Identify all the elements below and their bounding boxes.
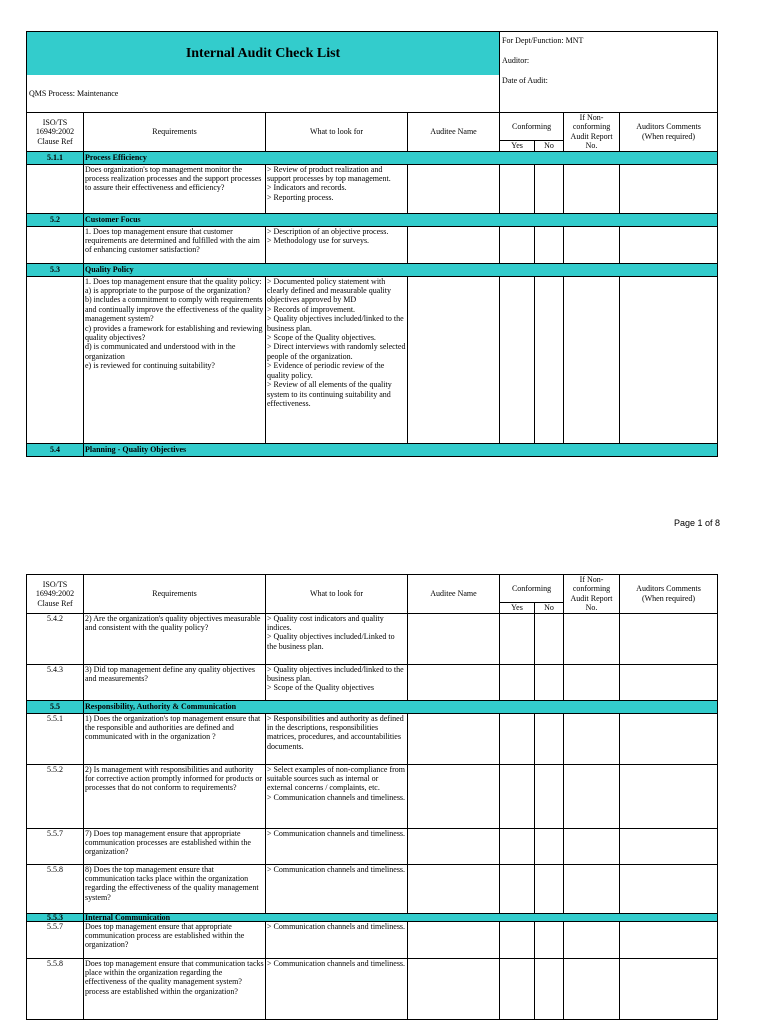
col-auditee: Auditee Name xyxy=(408,575,500,614)
report-no-cell[interactable] xyxy=(564,921,620,958)
auditee-cell[interactable] xyxy=(408,164,500,213)
row-look-for: > Review of product realization and support processes by top management. > Indicators and records. > Reporting process. xyxy=(266,164,408,213)
report-no-cell[interactable] xyxy=(564,764,620,828)
section-ref: 5.5.3 xyxy=(27,913,84,921)
no-cell[interactable] xyxy=(535,226,564,263)
table-row xyxy=(27,164,718,213)
table-row xyxy=(27,958,718,1019)
section-row xyxy=(27,151,718,164)
yes-cell[interactable] xyxy=(500,276,535,443)
row-ref: 5.5.7 xyxy=(27,921,84,958)
row-ref: 5.5.1 xyxy=(27,713,84,764)
comments-cell[interactable] xyxy=(620,921,718,958)
yes-cell[interactable] xyxy=(500,921,535,958)
dept-label: For Dept/Function: MNT xyxy=(502,36,584,45)
comments-cell[interactable] xyxy=(620,828,718,864)
comments-cell[interactable] xyxy=(620,958,718,1019)
row-ref: 5.5.2 xyxy=(27,764,84,828)
row-ref xyxy=(27,164,84,213)
report-no-cell[interactable] xyxy=(564,958,620,1019)
section-row xyxy=(27,263,718,276)
row-ref xyxy=(27,226,84,263)
yes-cell[interactable] xyxy=(500,958,535,1019)
row-requirement: Does top management ensure that appropriate communication process are established within the organization? xyxy=(84,921,266,958)
auditee-cell[interactable] xyxy=(408,864,500,913)
section-row xyxy=(27,913,718,921)
report-no-cell[interactable] xyxy=(564,613,620,664)
auditee-cell[interactable] xyxy=(408,664,500,700)
section-title: Planning - Quality Objectives xyxy=(84,443,718,456)
row-requirement: 2) Are the organization's quality objectives measurable and consistent with the quality policy? xyxy=(84,613,266,664)
comments-cell[interactable] xyxy=(620,164,718,213)
row-look-for: > Documented policy statement with clearly defined and measurable quality objectives approved by MD > Records of improvement. > Quality objectives included/linked to the business plan. > Scope of the Quality objectives. > Direct interviews with randomly selected people of the organization. > Evidence of periodic review of the quality policy. > Review of all elements of the quality system to its continuing suitability and effectiveness. xyxy=(266,276,408,443)
no-cell[interactable] xyxy=(535,828,564,864)
col-no: No xyxy=(535,602,564,613)
col-nonconforming: If Non- conforming Audit Report No. xyxy=(564,113,620,152)
no-cell[interactable] xyxy=(535,164,564,213)
table-row xyxy=(27,764,718,828)
row-requirement: 1. Does top management ensure that customer requirements are determined and fulfilled with the aim of enhancing customer satisfaction? xyxy=(84,226,266,263)
no-cell[interactable] xyxy=(535,764,564,828)
report-no-cell[interactable] xyxy=(564,664,620,700)
table-row xyxy=(27,613,718,664)
section-ref: 5.2 xyxy=(27,213,84,226)
auditee-cell[interactable] xyxy=(408,613,500,664)
section-title: Customer Focus xyxy=(84,213,718,226)
report-no-cell[interactable] xyxy=(564,828,620,864)
auditee-cell[interactable] xyxy=(408,713,500,764)
section-ref: 5.5 xyxy=(27,700,84,713)
col-comments: Auditors Comments (When required) xyxy=(620,575,718,614)
col-auditee: Auditee Name xyxy=(408,113,500,152)
row-look-for: > Description of an objective process. > Methodology use for surveys. xyxy=(266,226,408,263)
auditee-cell[interactable] xyxy=(408,828,500,864)
no-cell[interactable] xyxy=(535,276,564,443)
row-ref: 5.5.8 xyxy=(27,864,84,913)
report-no-cell[interactable] xyxy=(564,226,620,263)
col-requirements: Requirements xyxy=(84,113,266,152)
col-clause: ISO/TS 16949:2002 Clause Ref xyxy=(27,113,84,152)
auditee-cell[interactable] xyxy=(408,276,500,443)
comments-cell[interactable] xyxy=(620,276,718,443)
section-ref: 5.4 xyxy=(27,443,84,456)
row-ref: 5.4.2 xyxy=(27,613,84,664)
yes-cell[interactable] xyxy=(500,164,535,213)
yes-cell[interactable] xyxy=(500,613,535,664)
comments-cell[interactable] xyxy=(620,226,718,263)
row-look-for: > Communication channels and timeliness. xyxy=(266,864,408,913)
row-look-for: > Communication channels and timeliness. xyxy=(266,921,408,958)
audit-table-page-2 xyxy=(26,574,718,1020)
row-ref: 5.5.7 xyxy=(27,828,84,864)
col-clause: ISO/TS 16949:2002 Clause Ref xyxy=(27,575,84,614)
row-requirement: 1) Does the organization's top management ensure that the responsible and authorities are defined and communicated with in the organization ? xyxy=(84,713,266,764)
row-requirement: 3) Did top management define any quality objectives and measurements? xyxy=(84,664,266,700)
comments-cell[interactable] xyxy=(620,613,718,664)
comments-cell[interactable] xyxy=(620,664,718,700)
row-requirement: 1. Does top management ensure that the quality policy: a) is appropriate to the purpose of the organization? b) includes a commitment to comply with requirements and continually improve the effectiveness of the quality management system? c) provides a framework for establishing and reviewing quality objectives? d) is communicated and understood with in the organization e) is reviewed for continuing suitability? xyxy=(84,276,266,443)
auditor-label: Auditor: xyxy=(502,56,530,65)
row-look-for: > Select examples of non-compliance from suitable sources such as internal or external concerns / complaints, etc. > Communication channels and timeliness. xyxy=(266,764,408,828)
section-title: Responsibility, Authority & Communication xyxy=(84,700,718,713)
page-footer: Page 1 of 8 xyxy=(673,518,720,528)
col-requirements: Requirements xyxy=(84,575,266,614)
col-nonconforming: If Non- conforming Audit Report No. xyxy=(564,575,620,614)
no-cell[interactable] xyxy=(535,921,564,958)
no-cell[interactable] xyxy=(535,713,564,764)
table-row xyxy=(27,276,718,443)
row-requirement: Does organization's top management monitor the process realization processes and the support processes to assure their effectiveness and efficiency? xyxy=(84,164,266,213)
report-no-cell[interactable] xyxy=(564,164,620,213)
yes-cell[interactable] xyxy=(500,226,535,263)
auditee-cell[interactable] xyxy=(408,921,500,958)
section-title: Internal Communication xyxy=(84,913,718,921)
section-title: Quality Policy xyxy=(84,263,718,276)
section-ref: 5.3 xyxy=(27,263,84,276)
col-yes: Yes xyxy=(500,140,535,151)
section-row xyxy=(27,443,718,456)
row-look-for: > Quality cost indicators and quality indices. > Quality objectives included/Linked to the business plan. xyxy=(266,613,408,664)
col-conforming: Conforming xyxy=(500,113,564,141)
col-look-for: What to look for xyxy=(266,575,408,614)
yes-cell[interactable] xyxy=(500,828,535,864)
no-cell[interactable] xyxy=(535,958,564,1019)
table-row xyxy=(27,226,718,263)
table-row xyxy=(27,664,718,700)
section-title: Process Efficiency xyxy=(84,151,718,164)
auditee-cell[interactable] xyxy=(408,226,500,263)
report-no-cell[interactable] xyxy=(564,276,620,443)
no-cell[interactable] xyxy=(535,613,564,664)
table-row xyxy=(27,713,718,764)
row-ref: 5.4.3 xyxy=(27,664,84,700)
comments-cell[interactable] xyxy=(620,713,718,764)
table-row xyxy=(27,864,718,913)
col-look-for: What to look for xyxy=(266,113,408,152)
page-title: Internal Audit Check List xyxy=(27,32,500,76)
row-requirement: 7) Does top management ensure that appropriate communication processes are established within the organization? xyxy=(84,828,266,864)
audit-meta-box xyxy=(500,32,718,113)
row-look-for: > Communication channels and timeliness. xyxy=(266,958,408,1019)
col-comments: Auditors Comments (When required) xyxy=(620,113,718,152)
row-requirement: Does top management ensure that communication tacks place within the organization regarding the effectiveness of the quality management system? process are established within the organization? xyxy=(84,958,266,1019)
row-look-for: > Quality objectives included/linked to the business plan. > Scope of the Quality objectives xyxy=(266,664,408,700)
yes-cell[interactable] xyxy=(500,664,535,700)
col-yes: Yes xyxy=(500,602,535,613)
col-no: No xyxy=(535,140,564,151)
comments-cell[interactable] xyxy=(620,764,718,828)
row-ref: 5.5.8 xyxy=(27,958,84,1019)
row-look-for: > Responsibilities and authority as defined in the descriptions, responsibilities matrices, procedures, and accountabilities documents. xyxy=(266,713,408,764)
comments-cell[interactable] xyxy=(620,864,718,913)
report-no-cell[interactable] xyxy=(564,864,620,913)
row-ref xyxy=(27,276,84,443)
audit-header-table xyxy=(26,31,718,457)
section-ref: 5.1.1 xyxy=(27,151,84,164)
section-row xyxy=(27,213,718,226)
row-requirement: 8) Does the top management ensure that communication tacks place within the organization regarding the effectiveness of the quality management system? xyxy=(84,864,266,913)
yes-cell[interactable] xyxy=(500,864,535,913)
yes-cell[interactable] xyxy=(500,764,535,828)
yes-cell[interactable] xyxy=(500,713,535,764)
row-requirement: 2) Is management with responsibilities and authority for corrective action promptly informed for products or processes that do not conform to requirements? xyxy=(84,764,266,828)
auditee-cell[interactable] xyxy=(408,958,500,1019)
table-row xyxy=(27,828,718,864)
table-row xyxy=(27,921,718,958)
date-label: Date of Audit: xyxy=(502,76,548,85)
no-cell[interactable] xyxy=(535,864,564,913)
col-conforming: Conforming xyxy=(500,575,564,603)
auditee-cell[interactable] xyxy=(408,764,500,828)
no-cell[interactable] xyxy=(535,664,564,700)
section-row xyxy=(27,700,718,713)
report-no-cell[interactable] xyxy=(564,713,620,764)
process-label: QMS Process: Maintenance xyxy=(27,75,500,113)
row-look-for: > Communication channels and timeliness. xyxy=(266,828,408,864)
